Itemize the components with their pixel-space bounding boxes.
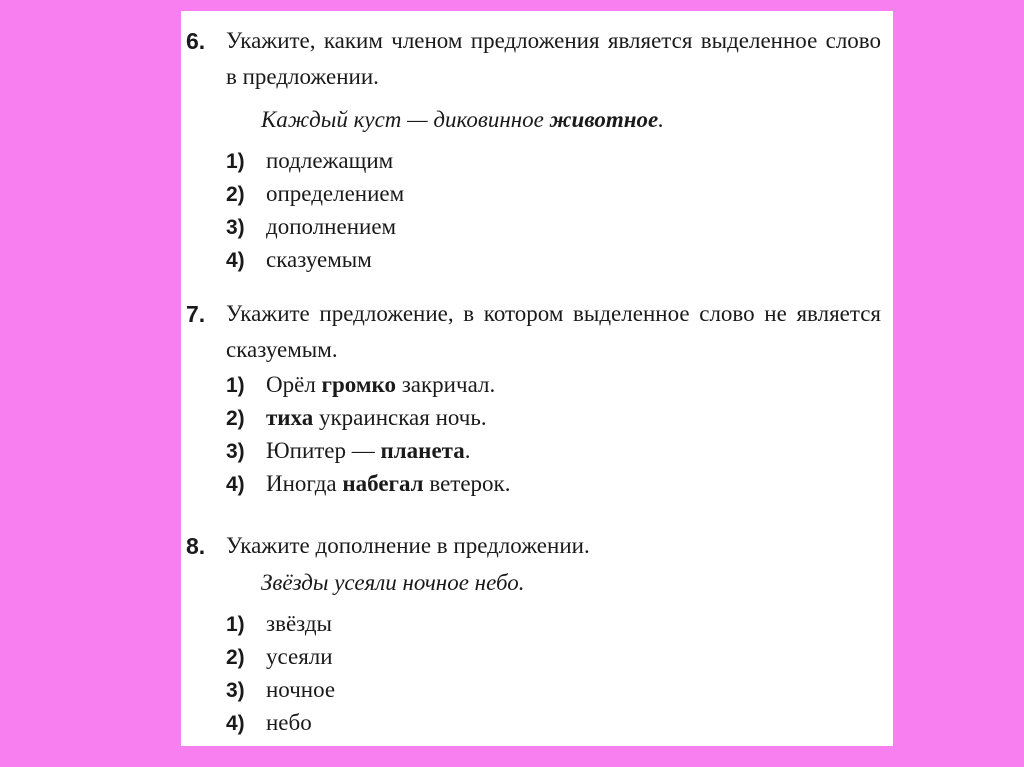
answer-options [226,144,404,276]
task-number: 6. [186,28,206,54]
answer-option: 3) ночное [226,677,336,702]
answer-option: 2) тиха украинская ночь. [226,405,487,430]
answer-option: 1) звёзды [226,611,332,636]
answer-option: 4) Иногда набегал ветерок. [226,471,511,496]
answer-options [226,607,335,739]
answer-option: 2) усеяли [226,644,333,669]
answer-options [226,368,510,500]
highlighted-word: животное [549,107,659,132]
task-number: 7. [186,301,206,327]
task-number: 8. [186,533,206,559]
answer-option: 4) сказуемым [226,247,372,272]
answer-option: 1) подлежащим [226,148,394,173]
task-question: Укажите предложение, в котором выделенное слово не является сказуемым. [226,301,881,362]
answer-option: 3) дополнением [226,214,397,239]
answer-option: 1) Орёл громко закричал. [226,372,496,397]
answer-option: 2) определением [226,181,405,206]
worksheet-page [181,11,893,746]
task-question: Укажите дополнение в предложении. [226,533,590,558]
task-question: Укажите, каким членом предложения является выделенное слово в предложении. [226,28,881,89]
example-sentence: Звёзды усеяли ночное небо. [261,570,525,595]
answer-option: 4) небо [226,710,312,735]
answer-option: 3) Юпитер — планета. [226,438,471,463]
example-sentence: Каждый куст — диковинное животное. [261,107,664,132]
